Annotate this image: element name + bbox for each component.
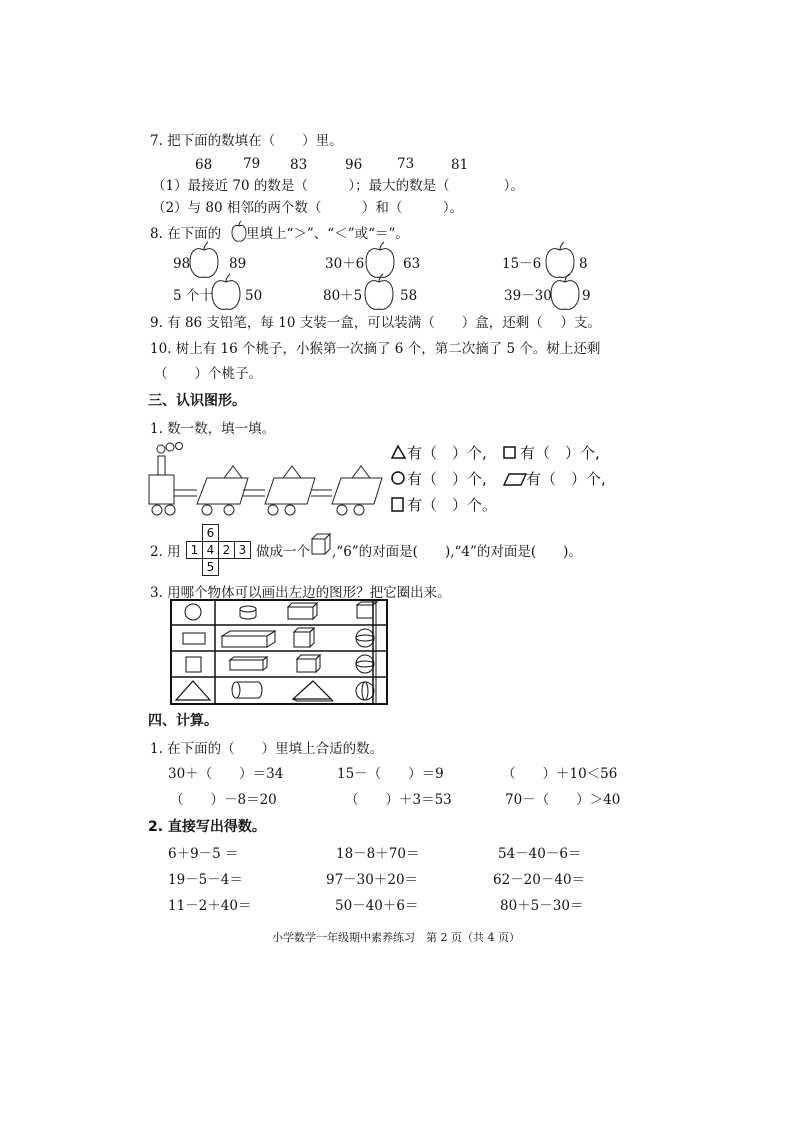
net-cell: 4 bbox=[202, 541, 219, 559]
q7-number: 83 bbox=[290, 157, 308, 173]
calc-equation: 19－5－4＝ bbox=[168, 872, 243, 888]
circle-icon bbox=[391, 471, 406, 486]
rectangle-icon bbox=[391, 497, 405, 512]
apple-icon[interactable] bbox=[363, 274, 395, 312]
q7-sub1: （1）最接近 70 的数是（ ）；最大的数是（ ）。 bbox=[152, 178, 524, 194]
net-cell: 3 bbox=[234, 541, 251, 559]
calc-equation: 80＋5－30＝ bbox=[500, 898, 584, 914]
page-footer: 小学数学一年级期中素养练习 第 2 页（共 4 页） bbox=[272, 931, 520, 944]
fill-blank-equation: 15－（ ）＝9 bbox=[337, 766, 444, 782]
apple-icon[interactable] bbox=[210, 274, 242, 312]
q8-left: 39－30 bbox=[504, 288, 552, 304]
q7-number: 79 bbox=[243, 156, 261, 172]
net-cell: 1 bbox=[186, 541, 203, 559]
q8-right: 8 bbox=[579, 256, 588, 272]
net-cell: 5 bbox=[202, 558, 219, 576]
train-figure bbox=[145, 444, 385, 522]
cube-net bbox=[186, 524, 252, 576]
shape-object-table bbox=[170, 599, 388, 705]
fill-blank-equation: （ ）＋3＝53 bbox=[345, 792, 452, 808]
q8-left: 30＋6 bbox=[325, 256, 365, 272]
apple-icon[interactable] bbox=[549, 274, 581, 312]
s4-q1-title: 1. 在下面的（ ）里填上合适的数。 bbox=[150, 741, 384, 757]
calc-equation: 6＋9－5 ＝ bbox=[168, 846, 239, 862]
fill-blank-equation: 30＋（ ）＝34 bbox=[168, 766, 284, 782]
calc-equation: 50－40＋6＝ bbox=[335, 898, 419, 914]
s3-q2-middle: 做成一个 bbox=[256, 544, 310, 560]
q8-right: 50 bbox=[245, 288, 263, 304]
q7-number: 96 bbox=[345, 157, 363, 173]
q8-left: 15－6 bbox=[502, 256, 542, 272]
net-cell: 6 bbox=[202, 524, 219, 542]
parallelogram-icon bbox=[503, 473, 527, 486]
fill-blank-equation: （ ）＋10＜56 bbox=[502, 766, 618, 782]
apple-icon bbox=[231, 221, 247, 243]
s3-q1-title: 1. 数一数，填一填。 bbox=[150, 421, 276, 437]
q7-number: 68 bbox=[195, 157, 213, 173]
q10-line1: 10. 树上有 16 个桃子，小猴第一次摘了 6 个，第二次摘了 5 个。树上还剩 bbox=[150, 341, 601, 357]
calc-equation: 97－30＋20＝ bbox=[326, 872, 419, 888]
q8-right: 9 bbox=[582, 288, 591, 304]
section4-heading: 四、计算。 bbox=[148, 713, 218, 729]
count-triangle: 有（ ）个, bbox=[407, 444, 487, 462]
q8-right: 58 bbox=[400, 288, 418, 304]
square-icon bbox=[503, 446, 517, 459]
q9-text: 9. 有 86 支铅笔，每 10 支装一盒，可以装满（ ）盒，还剩（ ）支。 bbox=[150, 315, 601, 331]
count-rectangle: 有（ ）个。 bbox=[407, 496, 498, 514]
calc-equation: 62－20－40＝ bbox=[493, 872, 586, 888]
q8-title-a: 8. 在下面的 bbox=[150, 226, 222, 242]
count-square: 有（ ）个, bbox=[520, 444, 600, 462]
cube-icon bbox=[311, 533, 331, 555]
q8-title-b: 里填上“＞”、“＜”或“＝”。 bbox=[246, 226, 409, 242]
count-parallelogram: 有（ ）个, bbox=[526, 470, 606, 488]
q7-number: 73 bbox=[397, 156, 415, 172]
q8-right: 89 bbox=[229, 256, 247, 272]
triangle-icon bbox=[391, 445, 406, 459]
s4-q2-title: 2. 直接写出得数。 bbox=[148, 819, 266, 835]
s3-q3-title: 3. 用哪个物体可以画出左边的图形？把它圈出来。 bbox=[150, 585, 451, 601]
fill-blank-equation: 70－（ ）＞40 bbox=[505, 792, 621, 808]
calc-equation: 18－8＋70＝ bbox=[336, 846, 420, 862]
net-cell: 2 bbox=[218, 541, 235, 559]
q10-line2: （ ）个桃子。 bbox=[154, 366, 262, 382]
q8-left: 98 bbox=[173, 256, 191, 272]
calc-equation: 54－40－6＝ bbox=[498, 846, 582, 862]
q7-title: 7. 把下面的数填在（ ）里。 bbox=[150, 133, 343, 149]
s3-q2-prefix: 2. 用 bbox=[150, 544, 181, 560]
section3-heading: 三、认识图形。 bbox=[148, 393, 246, 409]
q7-sub2: （2）与 80 相邻的两个数（ ）和（ ）。 bbox=[152, 200, 464, 216]
s3-q2-suffix: ,“6”的对面是( ),“4”的对面是( )。 bbox=[332, 544, 582, 560]
q8-left: 80＋5 bbox=[323, 288, 363, 304]
count-circle: 有（ ）个, bbox=[407, 470, 487, 488]
fill-blank-equation: （ ）－8＝20 bbox=[170, 792, 277, 808]
q8-left: 5 个十 bbox=[173, 288, 213, 304]
calc-equation: 11－2＋40＝ bbox=[168, 898, 252, 914]
q8-right: 63 bbox=[403, 256, 421, 272]
q7-number: 81 bbox=[451, 157, 469, 173]
